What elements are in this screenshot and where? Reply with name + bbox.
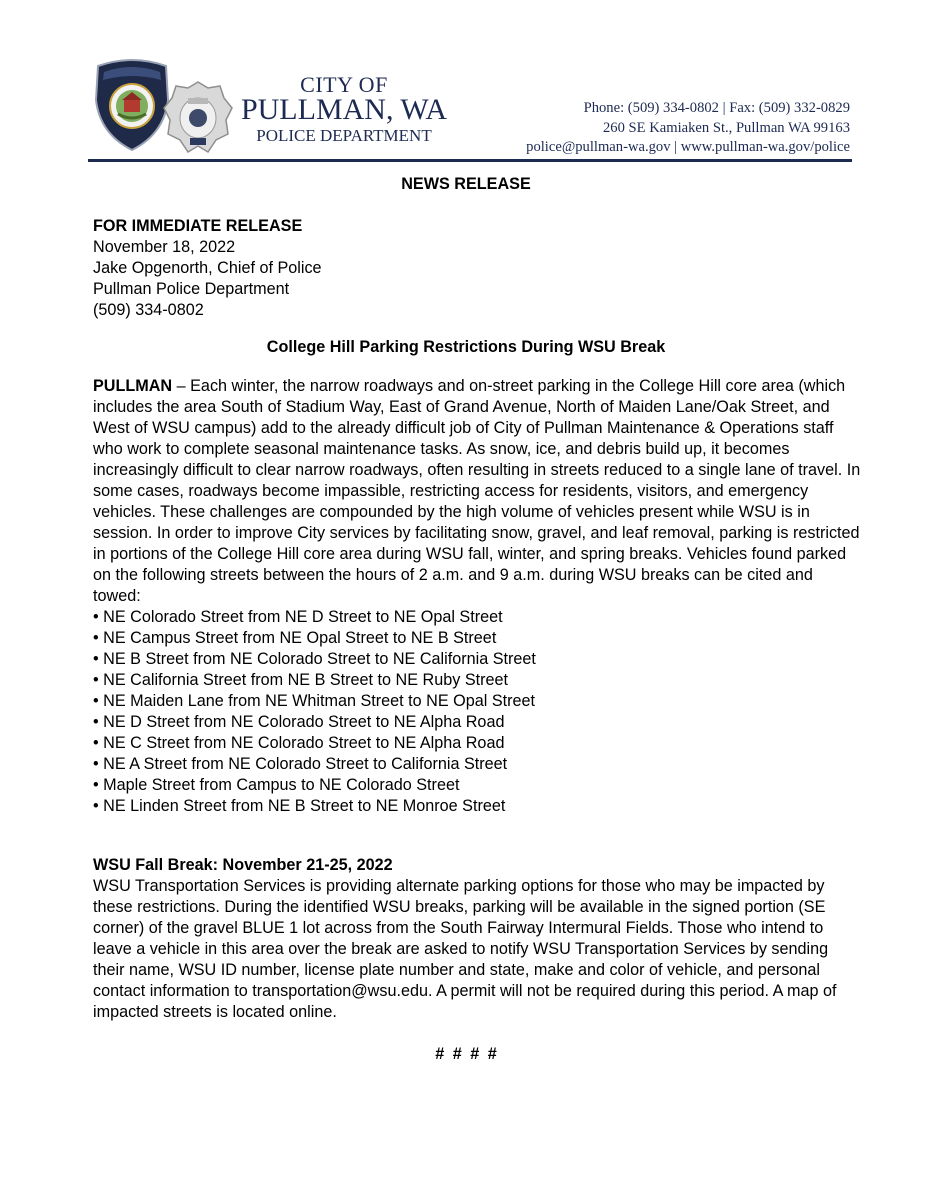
address-line: 260 SE Kamiaken St., Pullman WA 99163	[602, 119, 850, 136]
city-line: CITY OF	[300, 72, 388, 97]
immediate-release-label: FOR IMMEDIATE RELEASE	[93, 217, 303, 235]
release-body	[93, 376, 863, 817]
fall-break-heading: WSU Fall Break: November 21-25, 2022	[93, 856, 393, 874]
list-item: • NE A Street from NE Colorado Street to California Street	[93, 754, 863, 775]
header-divider	[88, 159, 852, 162]
release-date: November 18, 2022	[93, 238, 236, 256]
phone-fax-line: Phone: (509) 334-0802 | Fax: (509) 332-0829	[583, 100, 850, 116]
fall-break-section	[93, 855, 863, 1023]
list-item: • NE B Street from NE Colorado Street to NE California Street	[93, 649, 863, 670]
list-item: • NE Linden Street from NE B Street to NE Monroe Street	[93, 796, 863, 817]
release-department: Pullman Police Department	[93, 280, 290, 298]
release-meta	[93, 216, 863, 321]
department-line: POLICE DEPARTMENT	[256, 126, 432, 145]
list-item: • NE D Street from NE Colorado Street to NE Alpha Road	[93, 712, 863, 733]
dateline: PULLMAN	[93, 377, 173, 395]
body-text: – Each winter, the narrow roadways and on-street parking in the College Hill core area (which includes the area South of Stadium Way, East of Grand Avenue, North of Maiden Lane/Oak Street, and West of WSU campus) add to the already difficult job of City of Pullman Maintenance & Operations staff who work to complete seasonal maintenance tasks. As snow, ice, and debris build up, it becomes increasingly difficult to clear narrow roadways, often resulting in streets reduced to a single lane of travel. In some cases, roadways become impassible, restricting access for residents, visitors, and emergency vehicles. These challenges are compounded by the high volume of vehicles present while WSU is in session. In order to improve City services by facilitating snow, gravel, and leaf removal, parking is restricted in portions of the College Hill core area during WSU fall, winter, and spring breaks. Vehicles found parked on the following streets between the hours of 2 a.m. and 9 a.m. during WSU breaks can be cited and towed:	[93, 377, 861, 605]
list-item: • NE Maiden Lane from NE Whitman Street to NE Opal Street	[93, 691, 863, 712]
restricted-streets-list	[93, 607, 863, 817]
town-line: PULLMAN, WA	[240, 93, 448, 126]
list-item: • NE Campus Street from NE Opal Street to NE B Street	[93, 628, 863, 649]
department-name	[228, 74, 460, 144]
fall-break-paragraph: WSU Transportation Services is providing alternate parking options for those who may be impacted by these restrictions. During the identified WSU breaks, parking will be available in the signed portion (SE corner) of the gravel BLUE 1 lot across from the South Fairway Intermural Fields. Those who intend to leave a vehicle in this area over the break are asked to notify WSU Transportation Services by sending their name, WSU ID number, license plate number and state, make and color of vehicle, and personal contact information to transportation@wsu.edu. A permit will not be required during this period. A map of impacted streets is located online.	[93, 877, 837, 1021]
release-headline: College Hill Parking Restrictions During WSU Break	[266, 338, 666, 356]
release-author: Jake Opgenorth, Chief of Police	[93, 259, 322, 277]
end-mark: # # # #	[435, 1045, 497, 1063]
list-item: • Maple Street from Campus to NE Colorado Street	[93, 775, 863, 796]
release-phone: (509) 334-0802	[93, 301, 204, 319]
contact-block	[526, 99, 850, 158]
letterhead	[88, 54, 854, 164]
list-item: • NE Colorado Street from NE D Street to NE Opal Street	[93, 607, 863, 628]
email-web-line: police@pullman-wa.gov | www.pullman-wa.gov/police	[526, 139, 850, 155]
list-item: • NE California Street from NE B Street to NE Ruby Street	[93, 670, 863, 691]
police-badge-logo	[162, 80, 234, 154]
news-release-title: NEWS RELEASE	[401, 175, 531, 193]
police-patch-logo	[92, 56, 172, 152]
body-paragraph	[93, 376, 863, 607]
list-item: • NE C Street from NE Colorado Street to NE Alpha Road	[93, 733, 863, 754]
